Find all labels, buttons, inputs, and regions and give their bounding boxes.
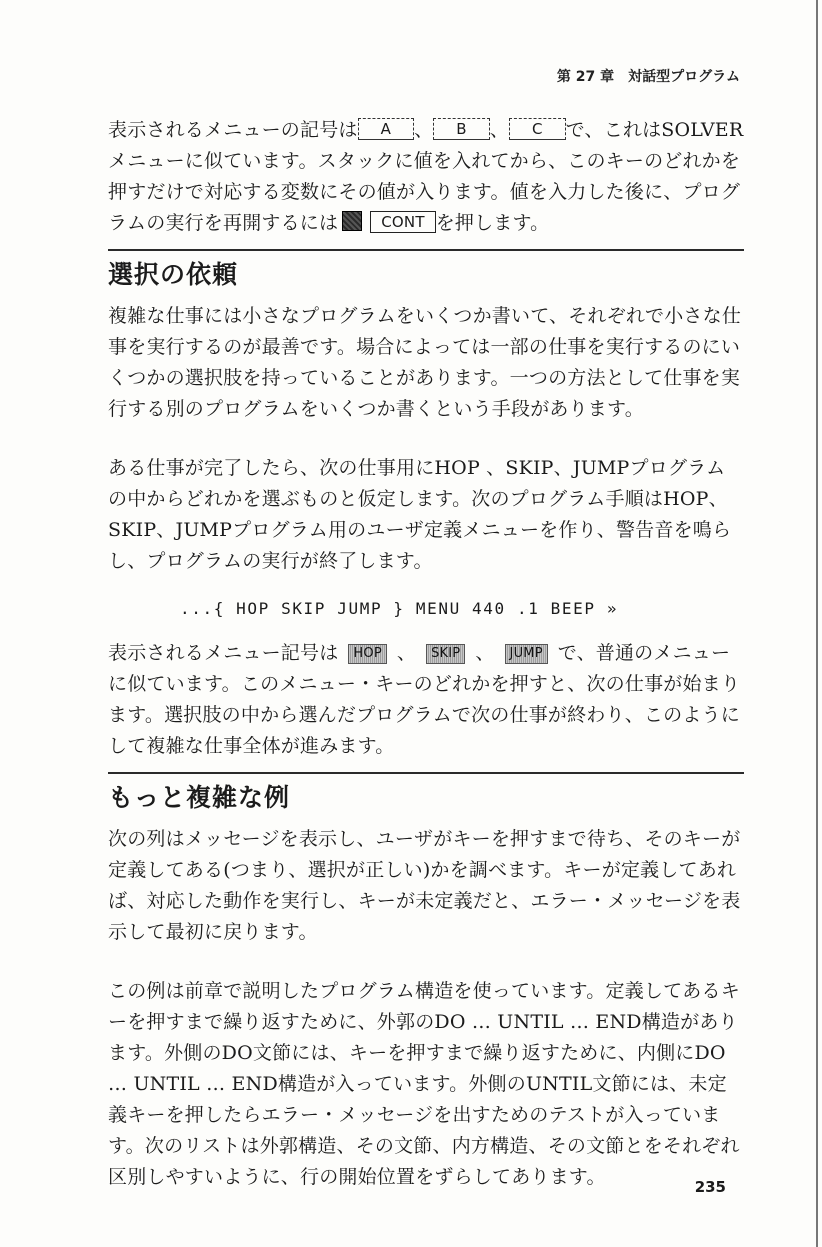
example-paragraph-1: 次の列はメッセージを表示し、ユーザがキーを押すまで待ち、そのキーが定義してある(つまり、選択が正しい)かを調べます。キーが定義してあれば、対応した動作を実行し、キーが未定義だと、エラー・メッセージを表示して最初に戻ります。 xyxy=(108,828,741,943)
page-content xyxy=(108,115,744,1193)
selection-paragraph-2: ある仕事が完了したら、次の仕事用にHOP 、SKIP、JUMPプログラムの中からどれかを選ぶものと仮定します。次のプログラム手順はHOP、SKIP、JUMPプログラム用のユーザ定義メニューを作り、警告音を鳴らし、プログラムの実行が終了します。 xyxy=(108,457,732,572)
page-number: 235 xyxy=(694,1178,726,1196)
paragraph-gap xyxy=(108,948,744,976)
intro-text-end: を押します。 xyxy=(435,212,550,234)
shift-key-icon xyxy=(342,211,362,231)
intro-text-before: 表示されるメニューの記号は xyxy=(108,119,358,141)
menu-key-jump: JUMP xyxy=(505,644,548,664)
code-line: ...{ HOP SKIP JUMP } MENU 440 .1 BEEP » xyxy=(180,599,619,618)
selection-paragraph-1: 複雑な仕事には小さなプログラムをいくつか書いて、それぞれで小さな仕事を実行するのが最善です。場合によっては一部の仕事を実行するのにいくつかの選択肢を持っていることがあります。一つの方法として仕事を実行する別のプログラムをいくつか書くという手段があります。 xyxy=(108,305,742,420)
page-edge xyxy=(816,0,818,1247)
intro-text-after: で、これはSOLVERメニューに似ています。スタックに値を入れてから、このキーのどれかを押すだけで対応する変数にその値が入ります。値を入力した後に、プログラムの実行を再開するには xyxy=(108,119,744,234)
cont-key: CONT xyxy=(370,211,435,233)
section-divider xyxy=(108,772,744,774)
intro-paragraph xyxy=(108,115,744,239)
menu-text-before: 表示されるメニュー記号は xyxy=(108,642,339,664)
chapter-header: 第 27 章 対話型プログラム xyxy=(556,69,740,85)
menu-key-b: B xyxy=(433,118,490,140)
section-heading-complex-example: もっと複雑な例 xyxy=(108,783,291,812)
menu-key-hop: HOP xyxy=(348,644,386,664)
example-paragraph-2: この例は前章で説明したプログラム構造を使っています。定義してあるキーを押すまで繰り返すために、外郭のDO … UNTIL … END構造があります。外側のDO文節には、キーを押すまで繰り返すために、内側にDO … UNTIL … END構造が入っています。外側のUNTIL文節には、未定義キーを押したらエラー・メッセージを出すためのテストが入っています。次のリストは外郭構造、その文節、内方構造、その文節とをそれぞれ区別しやすいように、行の開始位置をずらしてあります。 xyxy=(108,980,740,1188)
menu-key-c: C xyxy=(509,118,566,140)
section-heading-selection: 選択の依頼 xyxy=(108,260,239,289)
section-divider xyxy=(108,249,744,251)
menu-key-a: A xyxy=(358,118,414,140)
menu-text-after: で、普通のメニューに似ています。このメニュー・キーのどれかを押すと、次の仕事が始まります。選択肢の中から選んだプログラムで次の仕事が終わり、このようにして複雑な仕事全体が進みます。 xyxy=(108,642,741,757)
menu-paragraph: 表示されるメニュー記号は HOP 、 SKIP 、 JUMP で、普通のメニューに似ています。このメニュー・キーのどれかを押すと、次の仕事が始まります。選択肢の中から選んだプログラムで次の仕事が終わり、このようにして複雑な仕事全体が進みます。 xyxy=(108,642,741,757)
menu-key-skip: SKIP xyxy=(426,644,465,664)
separator: 、 xyxy=(414,119,434,141)
separator: 、 xyxy=(489,119,509,141)
paragraph-gap xyxy=(108,425,744,453)
